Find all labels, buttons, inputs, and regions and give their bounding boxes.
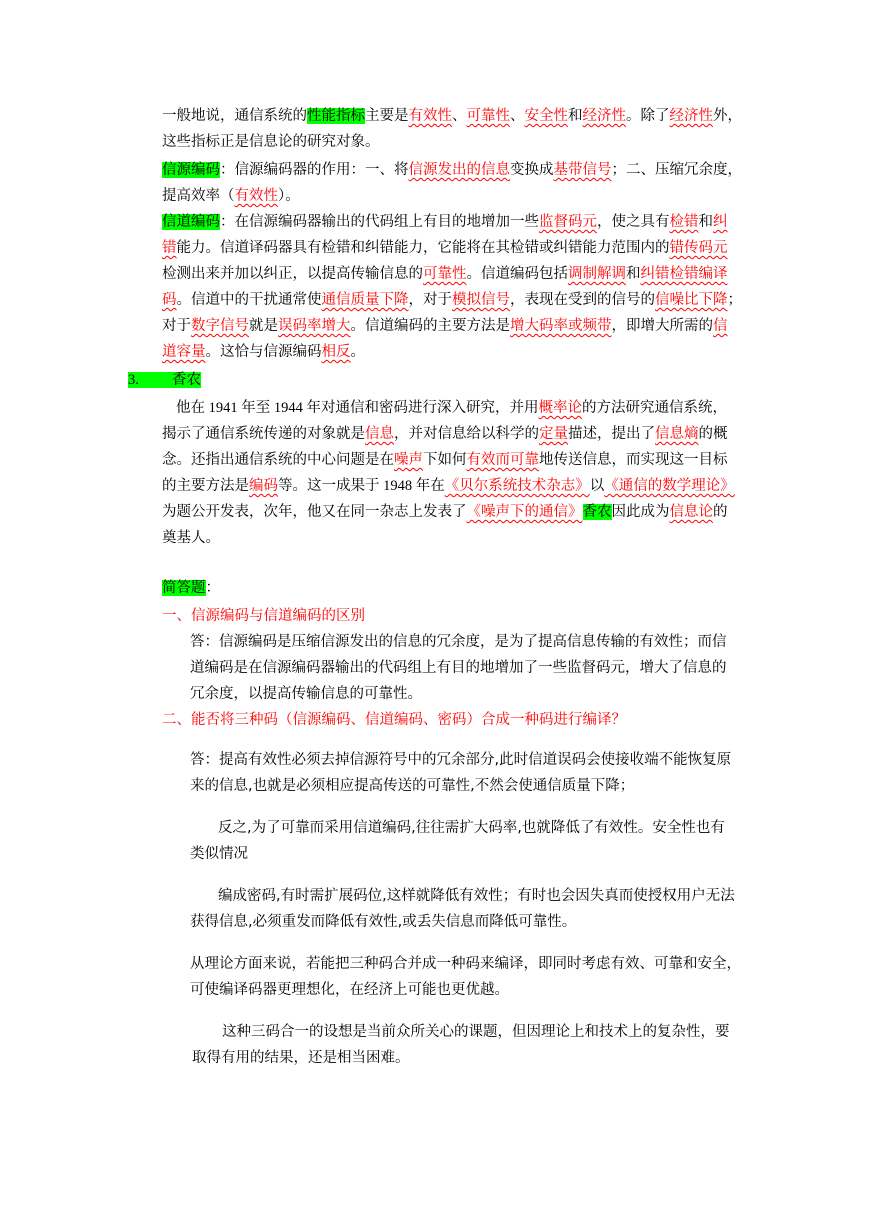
text: 和 (626, 266, 641, 282)
question-2-para2-line2: 类似情况 (190, 846, 248, 862)
text: ：信源编码器的作用：一、将 (220, 162, 409, 178)
question-2-para3-line2: 获得信息,必须重发而降低有效性,或丢失信息而降低可靠性。 (190, 914, 577, 930)
list-label: 香农 (172, 372, 201, 388)
key-term: 编码 (249, 478, 278, 494)
key-term: 有效性 (234, 188, 278, 204)
text: 一般地说，通信系统的 (162, 108, 307, 124)
text: 的主要方法是 (162, 478, 249, 494)
text: 就是 (249, 318, 278, 334)
text: 以 (589, 478, 605, 494)
question-2-title: 二、能否将三种码（信源编码、信道编码、密码）合成一种码进行编译？ (162, 712, 626, 728)
text: 对于 (162, 318, 191, 334)
key-term: 监督码元 (539, 214, 597, 230)
text: 。除了 (626, 108, 670, 124)
text: 和 (568, 108, 583, 124)
question-1-answer-line3: 冗余度，以提高传输信息的可靠性。 (190, 686, 422, 702)
key-term: 数字信号 (191, 318, 249, 334)
text: 。信道中的干扰通常使 (176, 292, 322, 308)
text: 的方法研究通信系统， (582, 400, 727, 416)
key-term: 基带信号 (553, 162, 612, 178)
para1-line2: 这些指标正是信息论的研究对象。 (162, 134, 380, 150)
key-term: 通信质量下降 (321, 292, 409, 308)
question-2-para4-line2: 可使编译码器更理想化，在经济上可能也更优越。 (190, 982, 509, 998)
key-term: 信息论 (669, 504, 713, 520)
text: ）。 (278, 188, 300, 204)
para2-line1 (162, 160, 742, 180)
para3-line3 (162, 264, 728, 284)
text: ；二、压缩冗余度， (611, 162, 742, 178)
key-term: 错 (162, 240, 177, 256)
key-term: 定量 (539, 426, 568, 442)
text: 描述，提出了 (568, 426, 655, 442)
key-term: 《通信的数学理论》 (604, 478, 735, 494)
text: 。信道编码的主要方法是 (350, 318, 510, 334)
para2-line2 (162, 186, 300, 206)
text: 。这恰与信源编码 (205, 344, 322, 360)
question-2-answer-line1: 答：提高有效性必须去掉信源符号中的冗余部分,此时信道误码会使接收端不能恢复原 (190, 752, 732, 768)
text: ： (205, 580, 220, 596)
key-term: 信源发出的信息 (408, 162, 510, 178)
key-term: 有效性 (408, 108, 452, 124)
key-term: 增大码率或频带 (510, 318, 612, 334)
text: 和 (698, 214, 713, 230)
text: 外， (713, 108, 742, 124)
text: ，即增大所需的 (611, 318, 713, 334)
text: 念。还指出通信系统的中心问题是在 (162, 452, 394, 468)
text: ，使之具有 (597, 214, 670, 230)
text: 等。这一成果于 1948 年在 (278, 478, 445, 494)
key-term: 纠 (713, 214, 728, 230)
key-term: 可靠性 (466, 108, 510, 124)
key-term: 信 (713, 318, 728, 334)
para3-line6 (162, 342, 365, 362)
text: 。 (350, 344, 365, 360)
question-2-para3-line1: 编成密码,有时需扩展码位,这样就降低有效性；有时也会因失真而使授权用户无法 (218, 888, 735, 904)
para3-line2 (162, 238, 728, 258)
key-term: 道容量 (162, 344, 206, 360)
question-2-para4-line1: 从理论方面来说，若能把三种码合并成一种码来编译，即同时考虑有效、可靠和安全， (190, 956, 741, 972)
key-term: 概率论 (538, 400, 582, 416)
para4-line5 (162, 502, 728, 522)
key-term: 《噪声下的通信》 (466, 504, 583, 520)
text: 揭示了通信系统传递的对象就是 (162, 426, 365, 442)
list-item-3-highlight (128, 372, 201, 388)
text: 主要是 (365, 108, 409, 124)
para1-line1 (162, 106, 742, 126)
question-2-para2-line1: 反之,为了可靠而采用信道编码,往往需扩大码率,也就降低了有效性。安全性也有 (218, 820, 725, 836)
key-term: 经济性 (582, 108, 626, 124)
text: 、 (510, 108, 525, 124)
para4-line1 (176, 398, 727, 418)
highlight-term: 性能指标 (307, 108, 365, 124)
key-term: 信噪比下降 (655, 292, 728, 308)
key-term: 调制解调 (568, 266, 626, 282)
text: 提高效率（ (162, 188, 235, 204)
text: 、 (452, 108, 467, 124)
key-term: 《贝尔系统技术杂志》 (444, 478, 590, 494)
para3-line5 (162, 316, 728, 336)
para3-line4 (162, 290, 742, 310)
highlight-term: 香农 (582, 504, 612, 520)
text: 因此成为 (611, 504, 670, 520)
para4-line3 (162, 450, 728, 470)
key-term: 误码率增大 (278, 318, 351, 334)
text: 的 (713, 504, 728, 520)
question-2-answer-line2: 来的信息,也就是必须相应提高传送的可靠性,不然会使通信质量下降； (190, 778, 635, 794)
para4-line2 (162, 424, 728, 444)
text: ，并对信息给以科学的 (394, 426, 539, 442)
para4-line4 (162, 476, 735, 496)
question-1-answer-line1: 答：信源编码是压缩信源发出的信息的冗余度，是为了提高信息传输的有效性；而信 (190, 634, 727, 650)
key-term: 码 (162, 292, 177, 308)
text: 地传送信息，而实现这一目标 (539, 452, 728, 468)
text: ：在信源编码器输出的代码组上有目的地增加一些 (220, 214, 539, 230)
key-term: 信息 (365, 426, 394, 442)
key-term: 经济性 (669, 108, 713, 124)
key-term: 模拟信号 (452, 292, 510, 308)
text: 。信道编码包括 (466, 266, 568, 282)
key-term: 安全性 (524, 108, 568, 124)
text: 变换成 (510, 162, 554, 178)
text: 他在 1941 年至 1944 年对通信和密码进行深入研究，并用 (176, 400, 539, 416)
section-title: 简答题 (162, 580, 206, 596)
text: 检测出来并加以纠正，以提高传输信息的 (162, 266, 423, 282)
question-1-title: 一、信源编码与信道编码的区别 (162, 608, 365, 624)
text: 为题公开发表，次年，他又在同一杂志上发表了 (162, 504, 467, 520)
para3-line1 (162, 212, 728, 232)
key-term: 噪声 (394, 452, 423, 468)
key-term: 信息熵 (655, 426, 699, 442)
key-term: 检错 (669, 214, 699, 230)
text: ，表现在受到的信号的 (510, 292, 655, 308)
text: 下如何 (423, 452, 467, 468)
key-term: 纠错检错编译 (640, 266, 728, 282)
question-2-para5-line1: 这种三码合一的设想是当前众所关心的课题，但因理论上和技术上的复杂性，要 (222, 1024, 730, 1040)
question-1-answer-line2: 道编码是在信源编码器输出的代码组上有目的地增加了一些监督码元，增大了信息的 (190, 660, 727, 676)
text: ，对于 (408, 292, 452, 308)
section-heading (162, 578, 220, 598)
highlight-term: 信源编码 (162, 162, 220, 178)
key-term: 可靠性 (423, 266, 467, 282)
para4-line6: 奠基人。 (162, 530, 220, 546)
text: ； (727, 292, 742, 308)
text: 能力。信道译码器具有检错和纠错能力，它能将在其检错或纠错能力范围内的 (176, 240, 670, 256)
highlight-term: 信道编码 (162, 214, 220, 230)
list-item-3 (128, 370, 201, 390)
list-number: 3. (128, 372, 139, 388)
question-2-para5-line2: 取得有用的结果，还是相当困难。 (192, 1050, 410, 1066)
key-term: 错传码元 (669, 240, 728, 256)
text: 的概 (698, 426, 728, 442)
key-term: 相反 (321, 344, 351, 360)
key-term: 有效而可靠 (466, 452, 539, 468)
